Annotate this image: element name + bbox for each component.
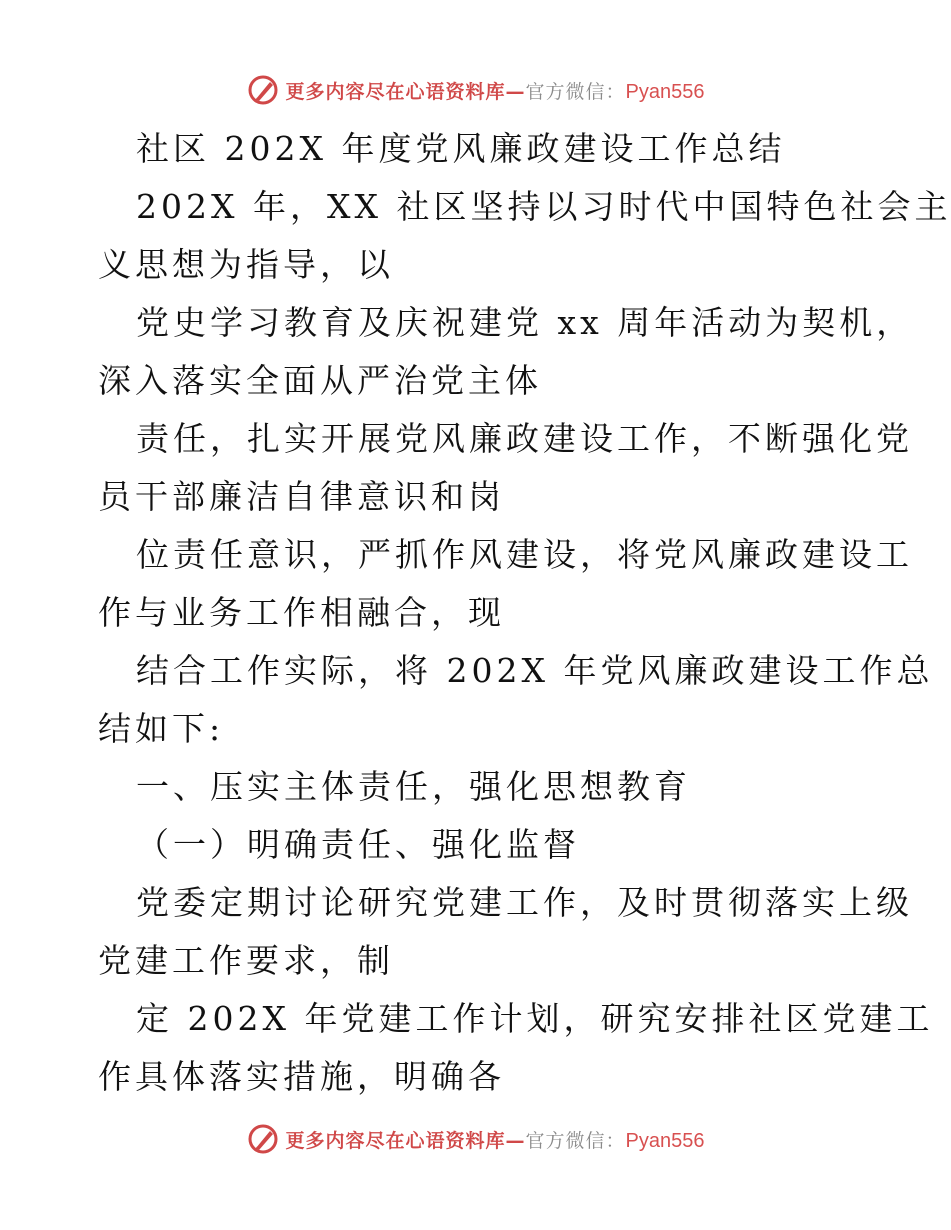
body-line: 党建工作要求，制 — [98, 941, 394, 980]
watermark-header — [0, 72, 950, 108]
body-line: （一）明确责任、强化监督 — [136, 825, 580, 864]
watermark-footer — [0, 1121, 950, 1157]
body-line: 义思想为指导，以 — [98, 245, 394, 284]
quill-logo-icon — [246, 1122, 280, 1156]
document-body — [98, 120, 951, 1106]
body-line: 位责任意识，严抓作风建设，将党风廉政建设工 — [136, 535, 913, 574]
document-title: 社区 202X 年度党风廉政建设工作总结 — [136, 129, 786, 168]
body-line: 作与业务工作相融合，现 — [98, 593, 505, 632]
body-line: 结如下: — [98, 709, 225, 748]
document-lines — [98, 178, 951, 1106]
body-line: 党委定期讨论研究党建工作，及时贯彻落实上级 — [136, 883, 913, 922]
watermark-wechat-id: Pyan556 — [625, 80, 705, 103]
watermark-wechat-label: 官方微信： — [525, 1129, 626, 1152]
watermark-wechat-label: 官方微信： — [525, 80, 626, 103]
body-line: 员干部廉洁自律意识和岗 — [98, 477, 505, 516]
body-line: 定 202X 年党建工作计划，研究安排社区党建工 — [136, 999, 934, 1038]
watermark-main-text: 更多内容尽在心语资料库— — [285, 1129, 526, 1152]
body-line: 责任，扎实开展党风廉政建设工作，不断强化党 — [136, 419, 913, 458]
watermark-wechat-id: Pyan556 — [625, 1129, 705, 1152]
body-line: 202X 年，XX 社区坚持以习时代中国特色社会主 — [136, 187, 951, 226]
body-line: 深入落实全面从严治党主体 — [98, 361, 542, 400]
quill-logo-icon — [246, 73, 280, 107]
body-line: 结合工作实际，将 202X 年党风廉政建设工作总 — [136, 651, 934, 690]
body-line: 作具体落实措施，明确各 — [98, 1057, 505, 1096]
body-line: 党史学习教育及庆祝建党 xx 周年活动为契机， — [136, 303, 914, 342]
watermark-main-text: 更多内容尽在心语资料库— — [285, 80, 526, 103]
body-line: 一、压实主体责任，强化思想教育 — [136, 767, 691, 806]
